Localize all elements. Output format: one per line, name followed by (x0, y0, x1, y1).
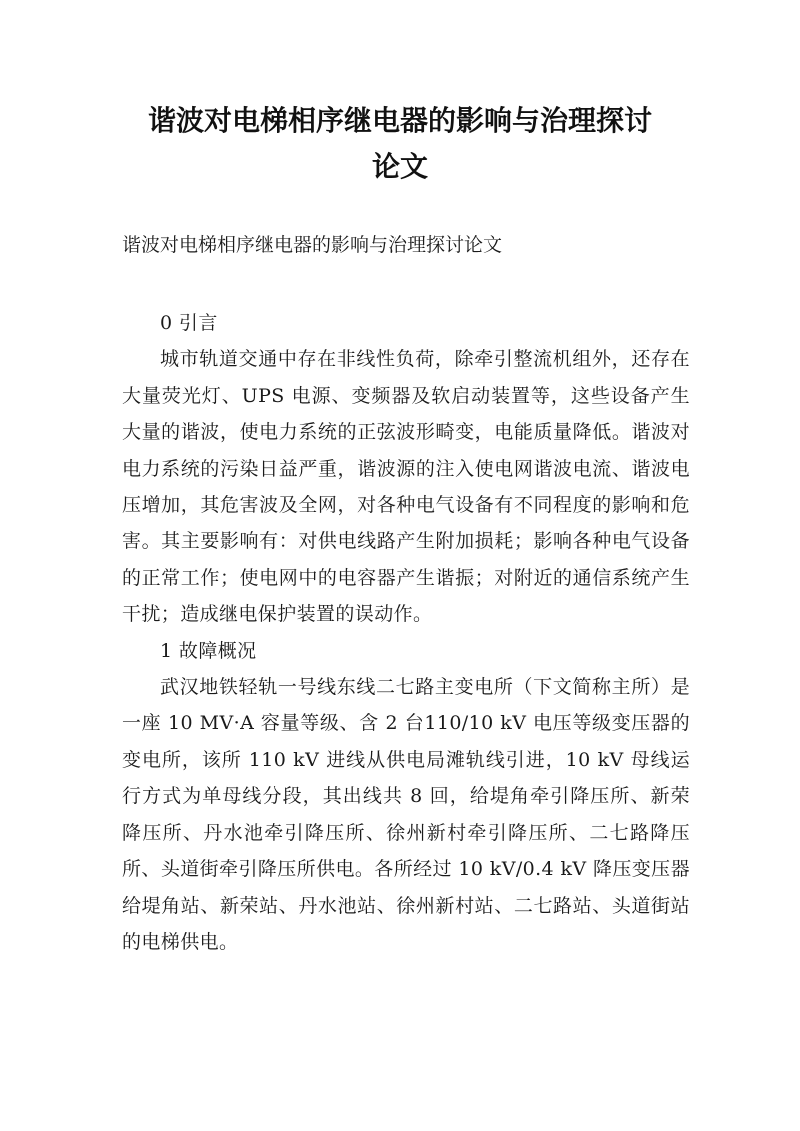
paragraph-intro: 城市轨道交通中存在非线性负荷，除牵引整流机组外，还存在大量荧光灯、UPS 电源、变频器及软启动装置等，这些设备产生大量的谐波，使电力系统的正弦波形畸变，电能质量降低。谐波对电力系统的污染日益严重，谐波源的注入使电网谐波电流、谐波电压增加，其危害波及全网，对各种电气设备有不同程度的影响和危害。其主要影响有：对供电线路产生附加损耗；影响各种电气设备的正常工作；使电网中的电容器产生谐振；对附近的通信系统产生干扰；造成继电保护装置的误动作。 (122, 348, 690, 626)
section-heading-intro: 0 引言 (160, 312, 218, 334)
section-heading-fault: 1 故障概况 (160, 639, 257, 662)
document-title (100, 98, 700, 190)
title-line-1: 谐波对电梯相序继电器的影响与治理探讨 (147, 104, 652, 137)
title-line-2: 论文 (371, 150, 428, 183)
paragraph-fault: 武汉地铁轻轨一号线东线二七路主变电所（下文简称主所）是一座 10 MV·A 容量等级、含 2 台110/10 kV 电压等级变压器的变电所，该所 110 kV 进线从供电局滩轨线引进，10 kV 母线运行方式为单母线分段，其出线共 8 回，给堤角牵引降压所、新荣降压所、丹水池牵引降压所、徐州新村牵引降压所、二七路降压所、头道街牵引降压所供电。各所经过 10 kV/0.4 kV 降压变压器给堤角站、新荣站、丹水池站、徐州新村站、二七路站、头道街站的电梯供电。 (122, 676, 690, 953)
document-subtitle: 谐波对电梯相序继电器的影响与治理探讨论文 (122, 234, 503, 256)
document-body (122, 305, 690, 960)
